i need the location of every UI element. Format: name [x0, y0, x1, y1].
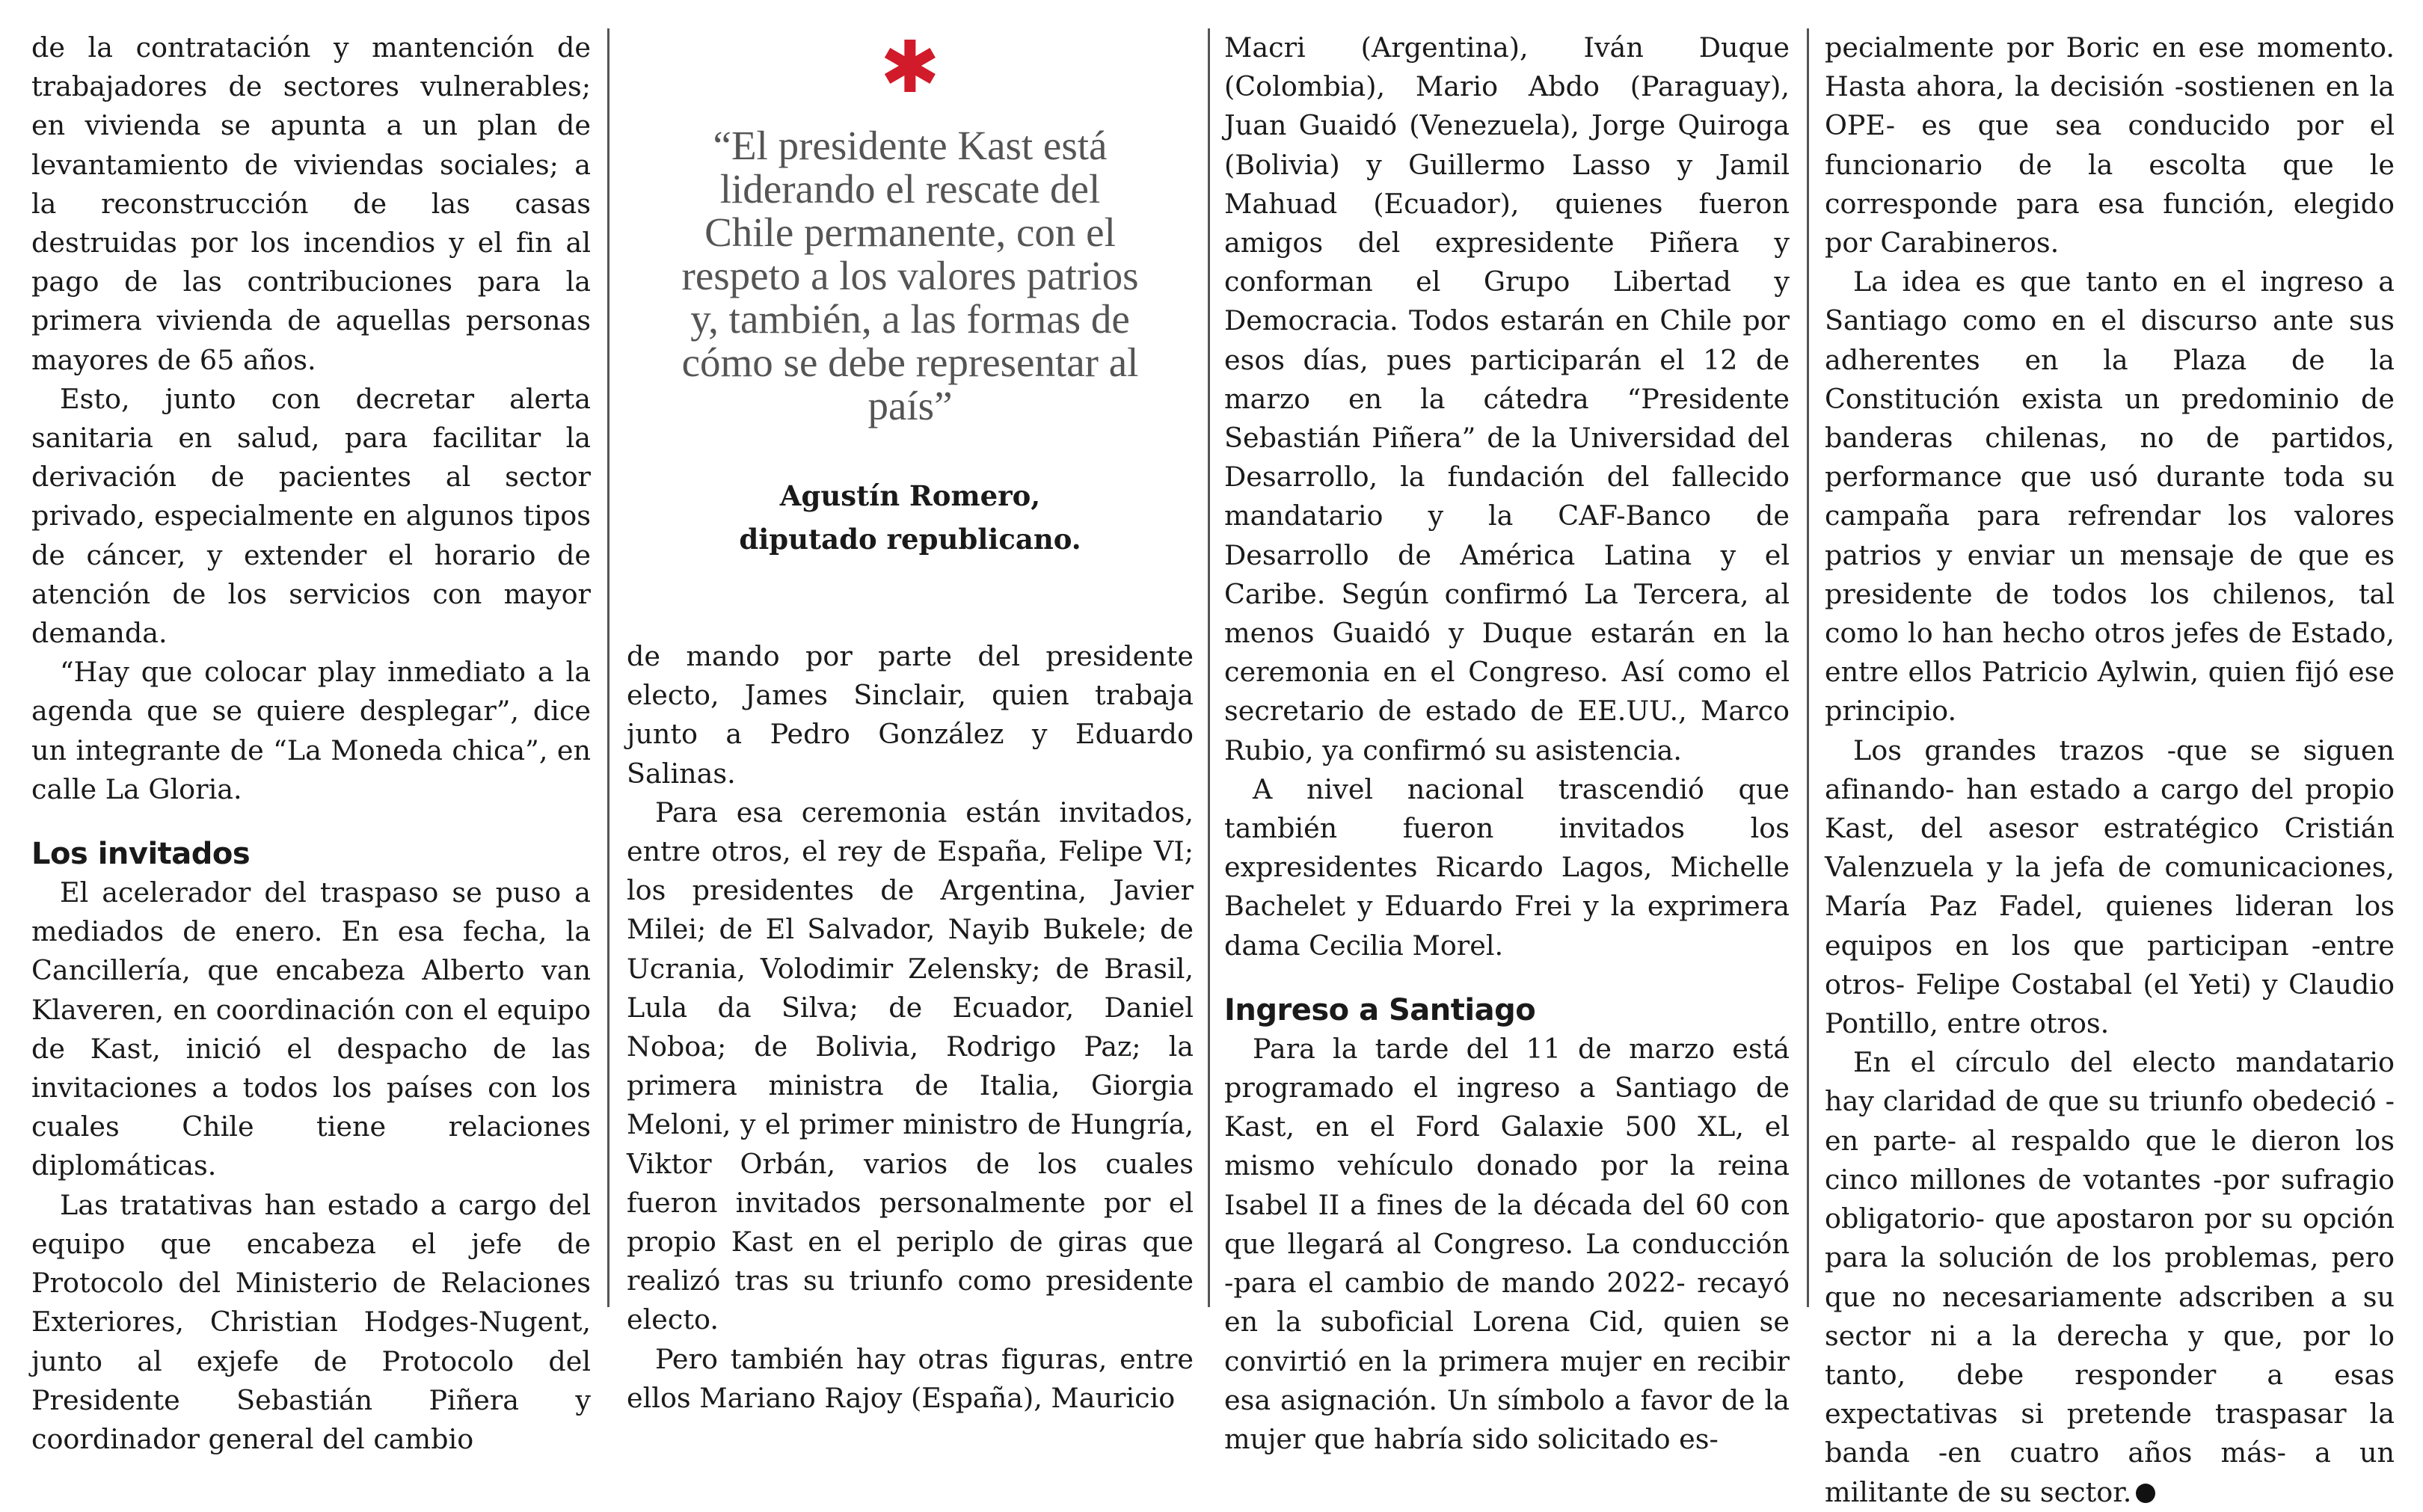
pull-quote-text: “El presidente Kast está liderando el rescate del Chile permanente, con el respeto a los valores patrios y, también, a las formas de cómo se debe representar al país”	[681, 123, 1139, 428]
paragraph: de la contratación y mantención de trabajadores de sectores vulnerables; en vivienda se apunta a un plan de levantamiento de viviendas sociales; a la reconstrucción de las casas destruidas por los incendios y el fin al pago de las contribuciones para la primera vivienda de aquellas personas mayores de 65 años.	[31, 31, 591, 376]
paragraph-final	[1825, 1043, 2395, 1511]
column-divider	[1208, 28, 1210, 1307]
section-heading-invitados: Los invitados	[31, 837, 251, 872]
paragraph: El acelerador del traspaso se puso a mediados de enero. En esa fecha, la Cancillería, que encabeza Alberto van Klaveren, en coordinación con el equipo de Kast, inició el despacho de las invitaciones a todos los países con los cuales Chile tiene relaciones diplomáticas.	[31, 876, 591, 1182]
paragraph: Para la tarde del 11 de marzo está programado el ingreso a Santiago de Kast, en el Ford Galaxie 500 XL, el mismo vehículo donado por la reina Isabel II a fines de la década del 60 con que llegará al Congreso. La conducción -para el cambio de mando 2022- recayó en la suboficial Lorena Cid, quien se convirtió en la primera mujer en recibir esa asignación. Un símbolo a favor de la mujer que habría sido solicitado es-	[1224, 1032, 1790, 1455]
paragraph: “Hay que colocar play inmediato a la agenda que se quiere desplegar”, dice un integrante de “La Moneda chica”, en calle La Gloria.	[31, 656, 591, 805]
quote-author-name: Agustín Romero,	[779, 479, 1041, 512]
paragraph: Macri (Argentina), Iván Duque (Colombia), Mario Abdo (Paraguay), Juan Guaidó (Venezuela), Jorge Quiroga (Bolivia) y Guillermo Lasso y Jamil Mahuad (Ecuador), quienes fueron amigos del expresidente Piñera y conforman el Grupo Libertad y Democracia. Todos estarán en Chile por esos días, pues participarán el 12 de marzo en la cátedra “Presidente Sebastián Piñera” de la Universidad del Desarrollo, la fundación del fallecido mandatario y la CAF-Banco de Desarrollo de América Latina y el Caribe. Según confirmó La Tercera, al menos Guaidó y Duque estarán en la ceremonia en el Congreso. Así como el secretario de estado de EE.UU., Marco Rubio, ya confirmó su asistencia.	[1224, 31, 1790, 766]
end-mark-icon	[2136, 1484, 2155, 1503]
asterisk-icon: ✱	[879, 25, 941, 109]
section-heading-ingreso: Ingreso a Santiago	[1224, 992, 1536, 1027]
article-column-3	[1224, 28, 1790, 1455]
column-divider	[607, 28, 609, 1307]
paragraph: pecialmente por Boric en ese momento. Hasta ahora, la decisión -sostienen en la OPE- es que sea conducido por el funcionario de la escolta que le corresponde para esa función, elegido por Carabineros.	[1825, 31, 2395, 259]
pull-quote	[627, 25, 1194, 637]
paragraph-final-text: En el círculo del electo mandatario hay claridad de que su triunfo obedeció -en parte- al respaldo que le dieron los cinco millones de votantes -por sufragio obligatorio- que apostaron por su opción para la solución de los problemas, pero que no necesariamente adscriben a su sector ni a la derecha y que, por lo tanto, debe responder a esas expectativas si pretende traspasar la banda -en cuatro años más- a un militante de su sector.	[1825, 1046, 2395, 1508]
pull-quote-attribution	[627, 474, 1194, 561]
paragraph: Para esa ceremonia están invitados, entre otros, el rey de España, Felipe VI; los presidentes de Argentina, Javier Milei; de El Salvador, Nayib Bukele; de Ucrania, Volodimir Zelensky; de Brasil, Lula da Silva; de Ecuador, Daniel Noboa; de Bolivia, Rodrigo Paz; la primera ministra de Italia, Giorgia Meloni, y el primer ministro de Hungría, Viktor Orbán, varios de los cuales fueron invitados personalmente por el propio Kast en el periplo de giras que realizó tras su triunfo como presidente electo.	[627, 796, 1194, 1336]
paragraph: Las tratativas han estado a cargo del equipo que encabeza el jefe de Protocolo del Ministerio de Relaciones Exteriores, Christian Hodges-Nugent, junto al exjefe de Protocolo del Presidente Sebastián Piñera y coordinador general del cambio	[31, 1188, 591, 1455]
article-column-4	[1825, 28, 2395, 1508]
paragraph: La idea es que tanto en el ingreso a Santiago como en el discurso ante sus adherentes en la Plaza de la Constitución exista un predominio de banderas chilenas, no de partidos, performance que usó durante toda su campaña para refrendar los valores patrios y enviar un mensaje de que es presidente de todos los chilenos, tal como lo han hecho otros jefes de Estado, entre ellos Patricio Aylwin, quien fijó ese principio.	[1825, 265, 2395, 728]
article-column-2	[627, 25, 1194, 1414]
paragraph: de mando por parte del presidente electo, James Sinclair, quien trabaja junto a Pedro González y Eduardo Salinas.	[627, 640, 1194, 790]
column-divider	[1807, 28, 1809, 1307]
paragraph: Los grandes trazos -que se siguen afinando- han estado a cargo del propio Kast, del asesor estratégico Cristián Valenzuela y la jefa de comunicaciones, María Paz Fadel, quienes lideran los equipos en los que participan -entre otros- Felipe Costabal (el Yeti) y Claudio Pontillo, entre otros.	[1825, 734, 2395, 1040]
quote-author-role: diputado republicano.	[739, 523, 1081, 556]
paragraph: A nivel nacional trascendió que también fueron invitados los expresidentes Ricardo Lagos, Michelle Bachelet y Eduardo Frei y la exprimera dama Cecilia Morel.	[1224, 772, 1790, 962]
paragraph: Pero también hay otras figuras, entre ellos Mariano Rajoy (España), Mauricio	[627, 1342, 1194, 1414]
paragraph: Esto, junto con decretar alerta sanitaria en salud, para facilitar la derivación de pacientes al sector privado, especialmente en algunos tipos de cáncer, y extender el horario de atención de los servicios con mayor demanda.	[31, 382, 591, 650]
article-column-1	[31, 28, 591, 1455]
